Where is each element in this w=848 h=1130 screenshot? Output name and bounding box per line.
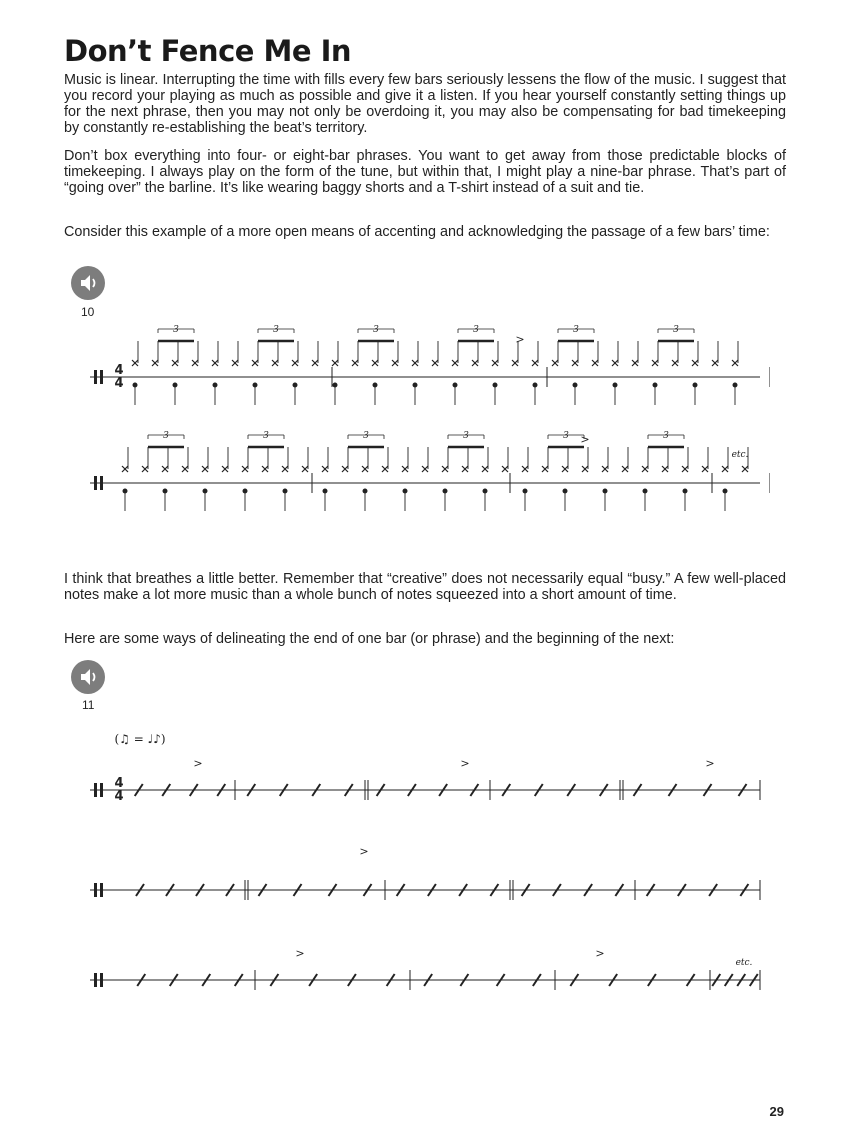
paragraph-1: Music is linear. Interrupting the time with fills every few bars seriously lessens the flow of the music. I suggest that you record your playing as much as possible and give it a listen. If you hear yourself constantly setting things up for the next phrase, then you may not only be overdoing it, you may also be compensating for bad timekeeping by constantly re-establishing the beat’s territory.	[64, 72, 786, 136]
accent-mark: >	[359, 845, 369, 858]
accent-mark: >	[295, 947, 305, 960]
accent-mark: >	[580, 433, 590, 446]
triplet-number: 3	[573, 325, 579, 335]
percussion-clef	[94, 783, 97, 797]
etc-label: etc.	[731, 450, 749, 460]
percussion-clef	[94, 476, 97, 490]
triplet-number: 3	[373, 325, 379, 335]
time-signature-bottom: 4	[114, 376, 124, 391]
paragraph-3: Consider this example of a more open means of accenting and acknowledging the passage of a few bars’ time:	[64, 224, 770, 240]
triplet-number: 3	[473, 325, 479, 335]
accent-mark: >	[595, 947, 605, 960]
time-signature-top: 4	[114, 776, 124, 791]
percussion-clef	[100, 370, 103, 384]
notation-example-11	[80, 725, 770, 1005]
triplet-number: 3	[173, 325, 179, 335]
notation-example-10	[80, 325, 770, 525]
accent-mark: >	[460, 757, 470, 770]
percussion-clef	[94, 370, 97, 384]
audio-play-button-11[interactable]	[71, 660, 105, 694]
triplet-number: 3	[263, 431, 269, 441]
triplet-number: 3	[663, 431, 669, 441]
swing-marking: (♫ = ♩♪)	[114, 732, 166, 746]
percussion-clef	[100, 783, 103, 797]
accent-mark: >	[193, 757, 203, 770]
speaker-icon	[71, 660, 105, 694]
triplet-number: 3	[673, 325, 679, 335]
triplet-number: 3	[363, 431, 369, 441]
paragraph-2: Don’t box everything into four- or eight-bar phrases. You want to get away from those predictable blocks of timekeeping. I always play on the form of the tune, but within that, I might play a nine-bar phrase. That’s part of “going over” the barline. It’s like wearing baggy shorts and a T-shirt instead of a suit and tie.	[64, 148, 786, 196]
accent-mark: >	[515, 333, 525, 346]
percussion-clef	[94, 973, 97, 987]
etc-label: etc.	[735, 958, 753, 968]
triplet-number: 3	[163, 431, 169, 441]
paragraph-5: Here are some ways of delineating the end of one bar (or phrase) and the beginning of the next:	[64, 631, 675, 647]
triplet-number: 3	[273, 325, 279, 335]
accent-mark: >	[705, 757, 715, 770]
page-number: 29	[769, 1104, 784, 1119]
speaker-icon	[71, 266, 105, 300]
percussion-clef	[100, 476, 103, 490]
page-title: Don’t Fence Me In	[64, 34, 352, 68]
triplet-number: 3	[463, 431, 469, 441]
percussion-clef	[100, 973, 103, 987]
track-number-10: 10	[81, 305, 95, 319]
percussion-clef	[100, 883, 103, 897]
track-number-11: 11	[82, 698, 95, 712]
percussion-clef	[94, 883, 97, 897]
time-signature-bottom: 4	[114, 789, 124, 804]
time-signature-top: 4	[114, 363, 124, 378]
triplet-number: 3	[563, 431, 569, 441]
audio-play-button-10[interactable]	[71, 266, 105, 300]
paragraph-4: I think that breathes a little better. Remember that “creative” does not necessarily equal “busy.” A few well-placed notes make a lot more music than a whole bunch of notes squeezed into a short amount of time.	[64, 571, 786, 603]
